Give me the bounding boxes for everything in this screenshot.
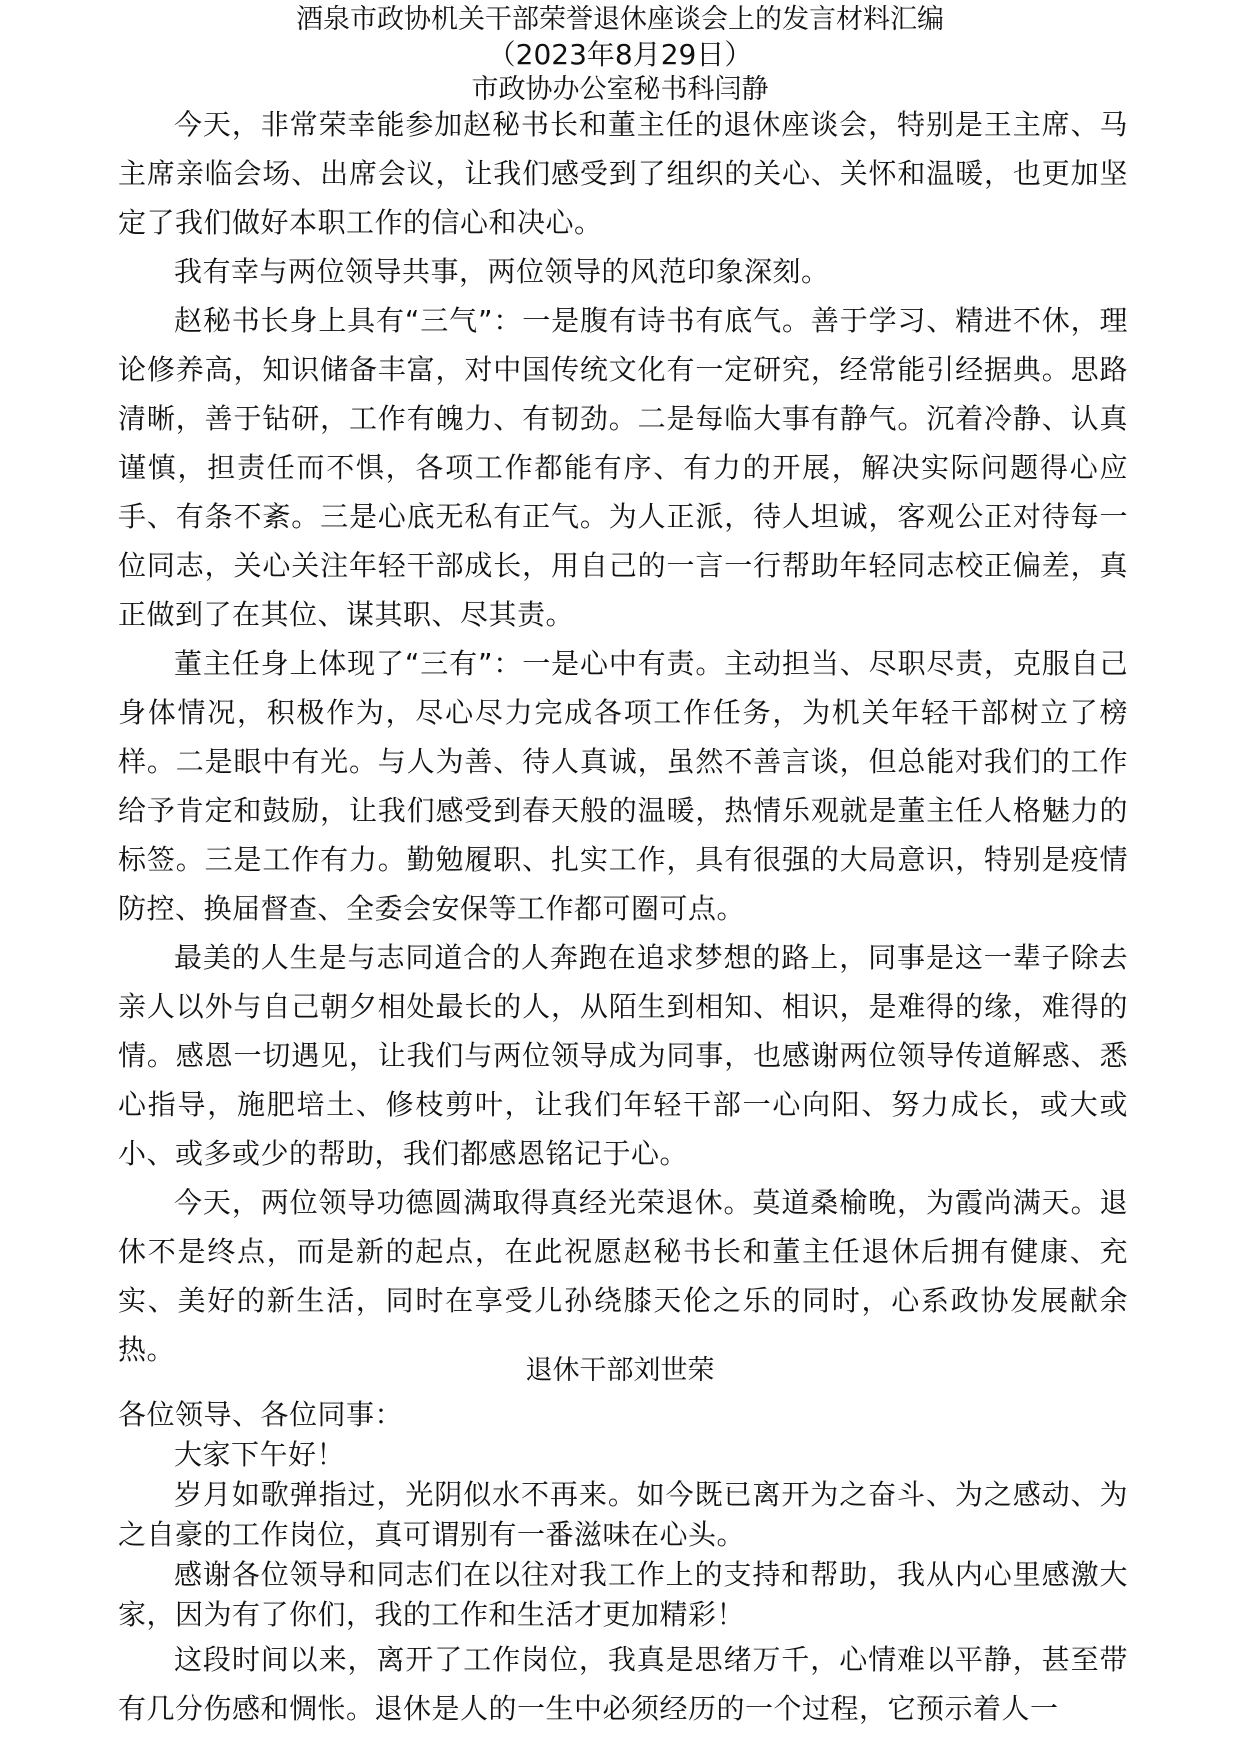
speech-paragraph: 董主任身上体现了“三有”：一是心中有责。主动担当、尽职尽责，克服自己身体情况，积极作为，尽心尽力完成各项工作任务，为机关年轻干部树立了榜样。二是眼中有光。与人为善、待人真诚，虽然不善言谈，但总能对我们的工作给予肯定和鼓励，让我们感受到春天般的温暖，热情乐观就是董主任人格魅力的标签。三是工作有力。勤勉履职、扎实工作，具有很强的大局意识，特别是疫情防控、换届督查、全委会安保等工作都可圈可点。: [118, 647, 1128, 925]
document-title: 酒泉市政协机关干部荣誉退休座谈会上的发言材料汇编: [296, 4, 944, 35]
speech-paragraph: 大家下午好！: [174, 1438, 346, 1471]
speech-paragraph: 岁月如歌弹指过，光阴似水不再来。如今既已离开为之奋斗、为之感动、为之自豪的工作岗位，真可谓别有一番滋味在心头。: [118, 1478, 1128, 1551]
first-speech: [118, 100, 1128, 1374]
speech-paragraph: 感谢各位领导和同志们在以往对我工作上的支持和帮助，我从内心里感激大家，因为有了你们，我的工作和生活才更加精彩！: [118, 1558, 1128, 1631]
document-date: （2023年8月29日）: [487, 38, 753, 71]
speech-paragraph: 今天，两位领导功德圆满取得真经光荣退休。莫道桑榆晚，为霞尚满天。退休不是终点，而是新的起点，在此祝愿赵秘书长和董主任退休后拥有健康、充实、美好的新生活，同时在享受儿孙绕膝天伦之乐的同时，心系政协发展献余热。: [118, 1186, 1128, 1366]
speech-paragraph: 这段时间以来，离开了工作岗位，我真是思绪万千，心情难以平静，甚至带有几分伤感和惆怅。退休是人的一生中必须经历的一个过程，它预示着人一: [118, 1643, 1128, 1725]
first-speaker-byline: 市政协办公室秘书科闫静: [471, 74, 769, 105]
second-speaker-byline: 退休干部刘世荣: [525, 1355, 715, 1386]
speech-paragraph: 今天，非常荣幸能参加赵秘书长和董主任的退休座谈会，特别是王主席、马主席亲临会场、出席会议，让我们感受到了组织的关心、关怀和温暖，也更加坚定了我们做好本职工作的信心和决心。: [118, 108, 1128, 239]
second-speech: [118, 1395, 1128, 1733]
speech-paragraph: 我有幸与两位领导共事，两位领导的风范印象深刻。: [174, 255, 830, 288]
speech-paragraph: 赵秘书长身上具有“三气”：一是腹有诗书有底气。善于学习、精进不休，理论修养高，知识储备丰富，对中国传统文化有一定研究，经常能引经据典。思路清晰，善于钻研，工作有魄力、有韧劲。二是每临大事有静气。沉着冷静、认真谨慎，担责任而不惧，各项工作都能有序、有力的开展，解决实际问题得心应手、有条不紊。三是心底无私有正气。为人正派，待人坦诚，客观公正对待每一位同志，关心关注年轻干部成长，用自己的一言一行帮助年轻同志校正偏差，真正做到了在其位、谋其职、尽其责。: [118, 304, 1128, 631]
speech-paragraph: 最美的人生是与志同道合的人奔跑在追求梦想的路上，同事是这一辈子除去亲人以外与自己朝夕相处最长的人，从陌生到相知、相识，是难得的缘，难得的情。感恩一切遇见，让我们与两位领导成为同事，也感谢两位领导传道解惑、悉心指导，施肥培土、修枝剪叶，让我们年轻干部一心向阳、努力成长，或大或小、或多或少的帮助，我们都感恩铭记于心。: [118, 941, 1128, 1170]
speech-salutation: 各位领导、各位同事：: [118, 1398, 404, 1431]
